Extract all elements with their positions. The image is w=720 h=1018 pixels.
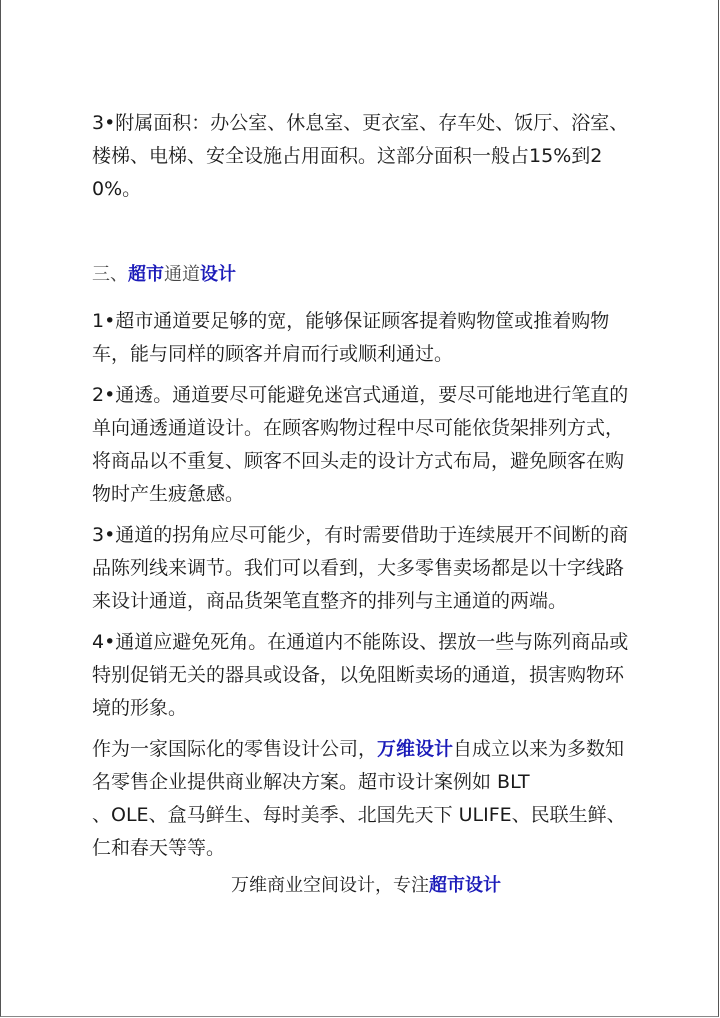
link-supermarket-design[interactable]: 超市设计 [429, 875, 501, 896]
document-body [92, 107, 640, 901]
paragraph-text: 作为一家国际化的零售设计公司， [92, 738, 378, 760]
paragraph-aisle-corners [92, 519, 640, 618]
link-design[interactable]: 设计 [200, 264, 236, 285]
item-number: 3• [92, 112, 116, 134]
section-heading [92, 261, 640, 289]
paragraph-text: 、 [92, 804, 112, 826]
paragraph-aisle-width [92, 305, 640, 371]
footer-tagline [92, 871, 640, 901]
paragraph-text: 超市通道要足够的宽，能够保证顾客提着购物筐或推着购物车，能与同样的顾客并肩而行或顺利通过。 [92, 310, 610, 365]
item-number: 4• [92, 631, 116, 653]
item-number: 3• [92, 524, 116, 546]
heading-prefix: 三、 [92, 264, 128, 285]
paragraph-text: 通道的拐角应尽可能少，有时需要借助于连续展开不间断的商品陈列线来调节。我们可以看到，大多零售卖场都是以十字线路来设计通道，商品货架笔直整齐的排列与主通道的两端。 [92, 524, 629, 612]
link-wanwei-design[interactable]: 万维设计 [377, 738, 454, 760]
paragraph-text: 、盒马鲜生、每时美季、北国先天下 [148, 804, 459, 826]
brand-ole: OLE [111, 804, 149, 826]
paragraph-attached-area [92, 107, 640, 206]
paragraph-text: 附属面积：办公室、休息室、更衣室、存车处、饭厅、浴室、楼梯、电梯、安全设施占用面积。这部分面积一般占 [92, 112, 629, 167]
paragraph-text: 、民联生鲜、仁和春天等等。 [92, 804, 626, 859]
brand-ulife: ULIFE [458, 804, 512, 826]
link-supermarket[interactable]: 超市 [128, 264, 164, 285]
paragraph-text: 通透。通道要尽可能避免迷宫式通道，要尽可能地进行笔直的单向通透通道设计。在顾客购物过程中尽可能依货架排列方式，将商品以不重复、顾客不回头走的设计方式布局，避免顾客在购物时产生疲惫感。 [92, 384, 629, 505]
tagline-text: 万维商业空间设计，专注 [231, 875, 429, 896]
paragraph-dead-corners [92, 626, 640, 725]
paragraph-text: 到 [571, 145, 591, 167]
percentage-value: 20% [92, 145, 603, 200]
heading-text: 通道 [164, 264, 200, 285]
paragraph-text: 通道应避免死角。在通道内不能陈设、摆放一些与陈列商品或特别促销无关的器具或设备，以免阻断卖场的通道，损害购物环境的形象。 [92, 631, 629, 719]
item-number: 2• [92, 384, 116, 406]
paragraph-company-intro [92, 733, 640, 865]
paragraph-text: 。 [122, 178, 142, 200]
paragraph-text: 自成立以来为多数知名零售企业提供商业解决方案。超市设计案例如 [92, 738, 625, 793]
percentage-value: 15% [529, 145, 572, 167]
brand-blt: BLT [491, 771, 530, 793]
paragraph-aisle-transparency [92, 379, 640, 511]
item-number: 1• [92, 310, 116, 332]
